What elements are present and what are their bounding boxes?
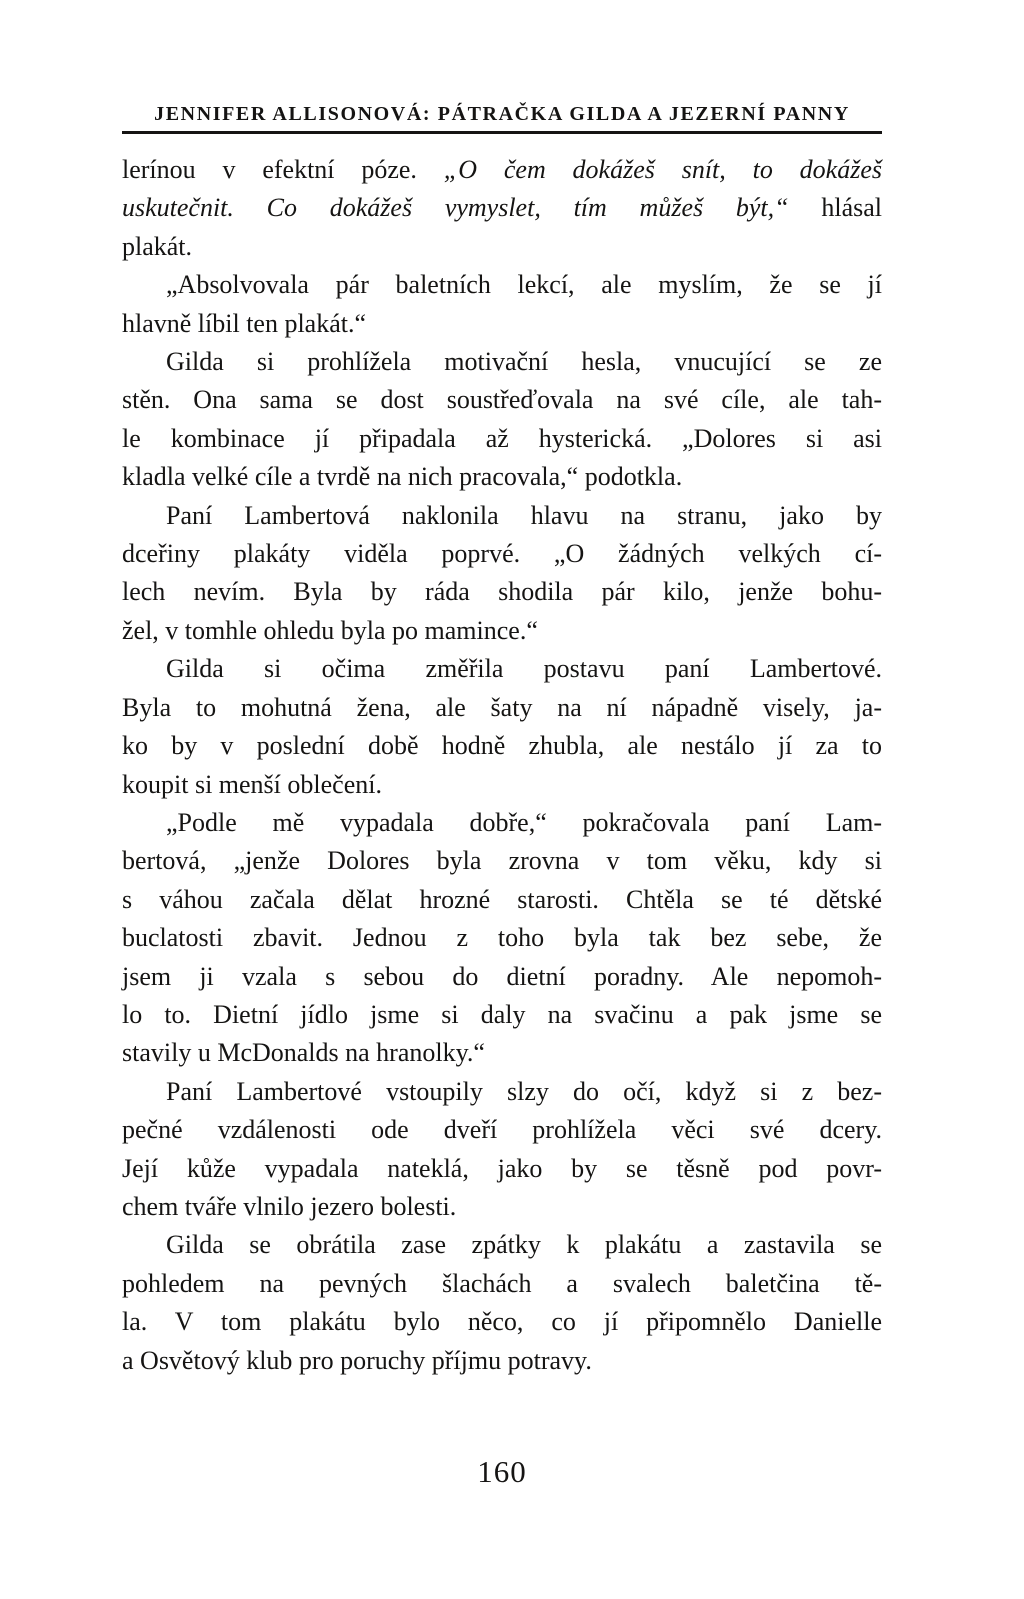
text-segment: ko by v poslední době hodně zhubla, ale nestálo jí za to — [122, 731, 882, 761]
text-line — [122, 1034, 882, 1072]
text-segment: lech nevím. Byla by ráda shodila pár kilo, jenže bohu- — [122, 577, 882, 607]
text-segment: s váhou začala dělat hrozné starosti. Chtěla se té dětské — [122, 884, 882, 914]
page-number: 160 — [477, 1454, 527, 1489]
text-segment: bertová, „jenže Dolores byla zrovna v tom věku, kdy si — [122, 846, 882, 876]
text-line — [122, 958, 882, 996]
text-segment: a Osvětový klub pro poruchy příjmu potravy. — [122, 1345, 592, 1375]
text-segment: Její kůže vypadala nateklá, jako by se těsně pod povr- — [122, 1153, 882, 1183]
text-segment: hlásal — [821, 193, 882, 223]
text-segment: lo to. Dietní jídlo jsme si daly na svačinu a pak jsme se — [122, 999, 882, 1029]
text-line — [122, 266, 882, 304]
text-line — [122, 1226, 882, 1264]
body-text — [122, 151, 882, 1380]
text-segment: kladla velké cíle a tvrdě na nich pracovala,“ podotkla. — [122, 462, 683, 492]
text-line — [122, 228, 882, 266]
text-segment: Gilda se obrátila zase zpátky k plakátu a zastavila se — [166, 1230, 882, 1260]
text-line — [122, 573, 882, 611]
text-line — [122, 766, 882, 804]
text-segment: žel, v tomhle ohledu byla po mamince.“ — [122, 615, 538, 645]
italic-text-segment: uskutečnit. Co dokážeš vymyslet, tím můžeš být,“ — [122, 193, 822, 223]
header-rule — [122, 131, 882, 134]
text-segment: Byla to mohutná žena, ale šaty na ní nápadně visely, ja- — [122, 692, 882, 722]
text-line — [122, 612, 882, 650]
text-line — [122, 420, 882, 458]
text-segment: „Podle mě vypadala dobře,“ pokračovala paní Lam- — [166, 807, 882, 837]
text-line — [122, 458, 882, 496]
text-segment: hlavně líbil ten plakát.“ — [122, 308, 367, 338]
text-line — [122, 535, 882, 573]
text-line — [122, 151, 882, 189]
text-line — [122, 727, 882, 765]
text-line — [122, 343, 882, 381]
text-line — [122, 650, 882, 688]
text-segment: koupit si menší oblečení. — [122, 769, 382, 799]
text-line — [122, 1150, 882, 1188]
text-line — [122, 996, 882, 1034]
text-line — [122, 1073, 882, 1111]
text-line — [122, 1188, 882, 1226]
text-line — [122, 497, 882, 535]
text-segment: Gilda si očima změřila postavu paní Lambertové. — [166, 654, 882, 684]
text-segment: Gilda si prohlížela motivační hesla, vnucující se ze — [166, 347, 882, 377]
text-line — [122, 305, 882, 343]
text-segment: Paní Lambertové vstoupily slzy do očí, když si z bez- — [166, 1076, 882, 1106]
running-header-title: JENNIFER ALLISONOVÁ: PÁTRAČKA GILDA A JEZERNÍ PANNY — [154, 103, 850, 125]
text-segment: Paní Lambertová naklonila hlavu na stranu, jako by — [166, 500, 882, 530]
text-line — [122, 1342, 882, 1380]
text-line — [122, 804, 882, 842]
running-header — [122, 102, 882, 134]
text-segment: pečné vzdálenosti ode dveří prohlížela věci své dcery. — [122, 1115, 882, 1145]
text-line — [122, 1111, 882, 1149]
text-line — [122, 881, 882, 919]
italic-text-segment: „O čem dokážeš snít, to dokážeš — [443, 155, 882, 184]
text-segment: pohledem na pevných šlachách a svalech baletčina tě- — [122, 1268, 882, 1298]
text-segment: jsem ji vzala s sebou do dietní poradny. Ale nepomoh- — [122, 961, 882, 991]
text-line — [122, 1265, 882, 1303]
text-line — [122, 1303, 882, 1341]
text-segment: „Absolvovala pár baletních lekcí, ale myslím, že se jí — [166, 270, 882, 300]
text-segment: stavily u McDonalds na hranolky.“ — [122, 1038, 485, 1068]
text-segment: lerínou v efektní póze. — [122, 155, 444, 184]
text-segment: la. V tom plakátu bylo něco, co jí připomnělo Danielle — [122, 1307, 882, 1337]
text-segment: buclatosti zbavit. Jednou z toho byla tak bez sebe, že — [122, 923, 882, 953]
text-segment: plakát. — [122, 231, 193, 261]
text-segment: dceřiny plakáty viděla poprvé. „O žádných velkých cí- — [122, 539, 882, 569]
text-line — [122, 381, 882, 419]
text-line — [122, 189, 882, 227]
text-segment: le kombinace jí připadala až hysterická. „Dolores si asi — [122, 423, 882, 453]
text-line — [122, 842, 882, 880]
text-line — [122, 919, 882, 957]
text-segment: stěn. Ona sama se dost soustřeďovala na své cíle, ale tah- — [122, 385, 882, 415]
text-line — [122, 689, 882, 727]
text-segment: chem tváře vlnilo jezero bolesti. — [122, 1191, 457, 1221]
